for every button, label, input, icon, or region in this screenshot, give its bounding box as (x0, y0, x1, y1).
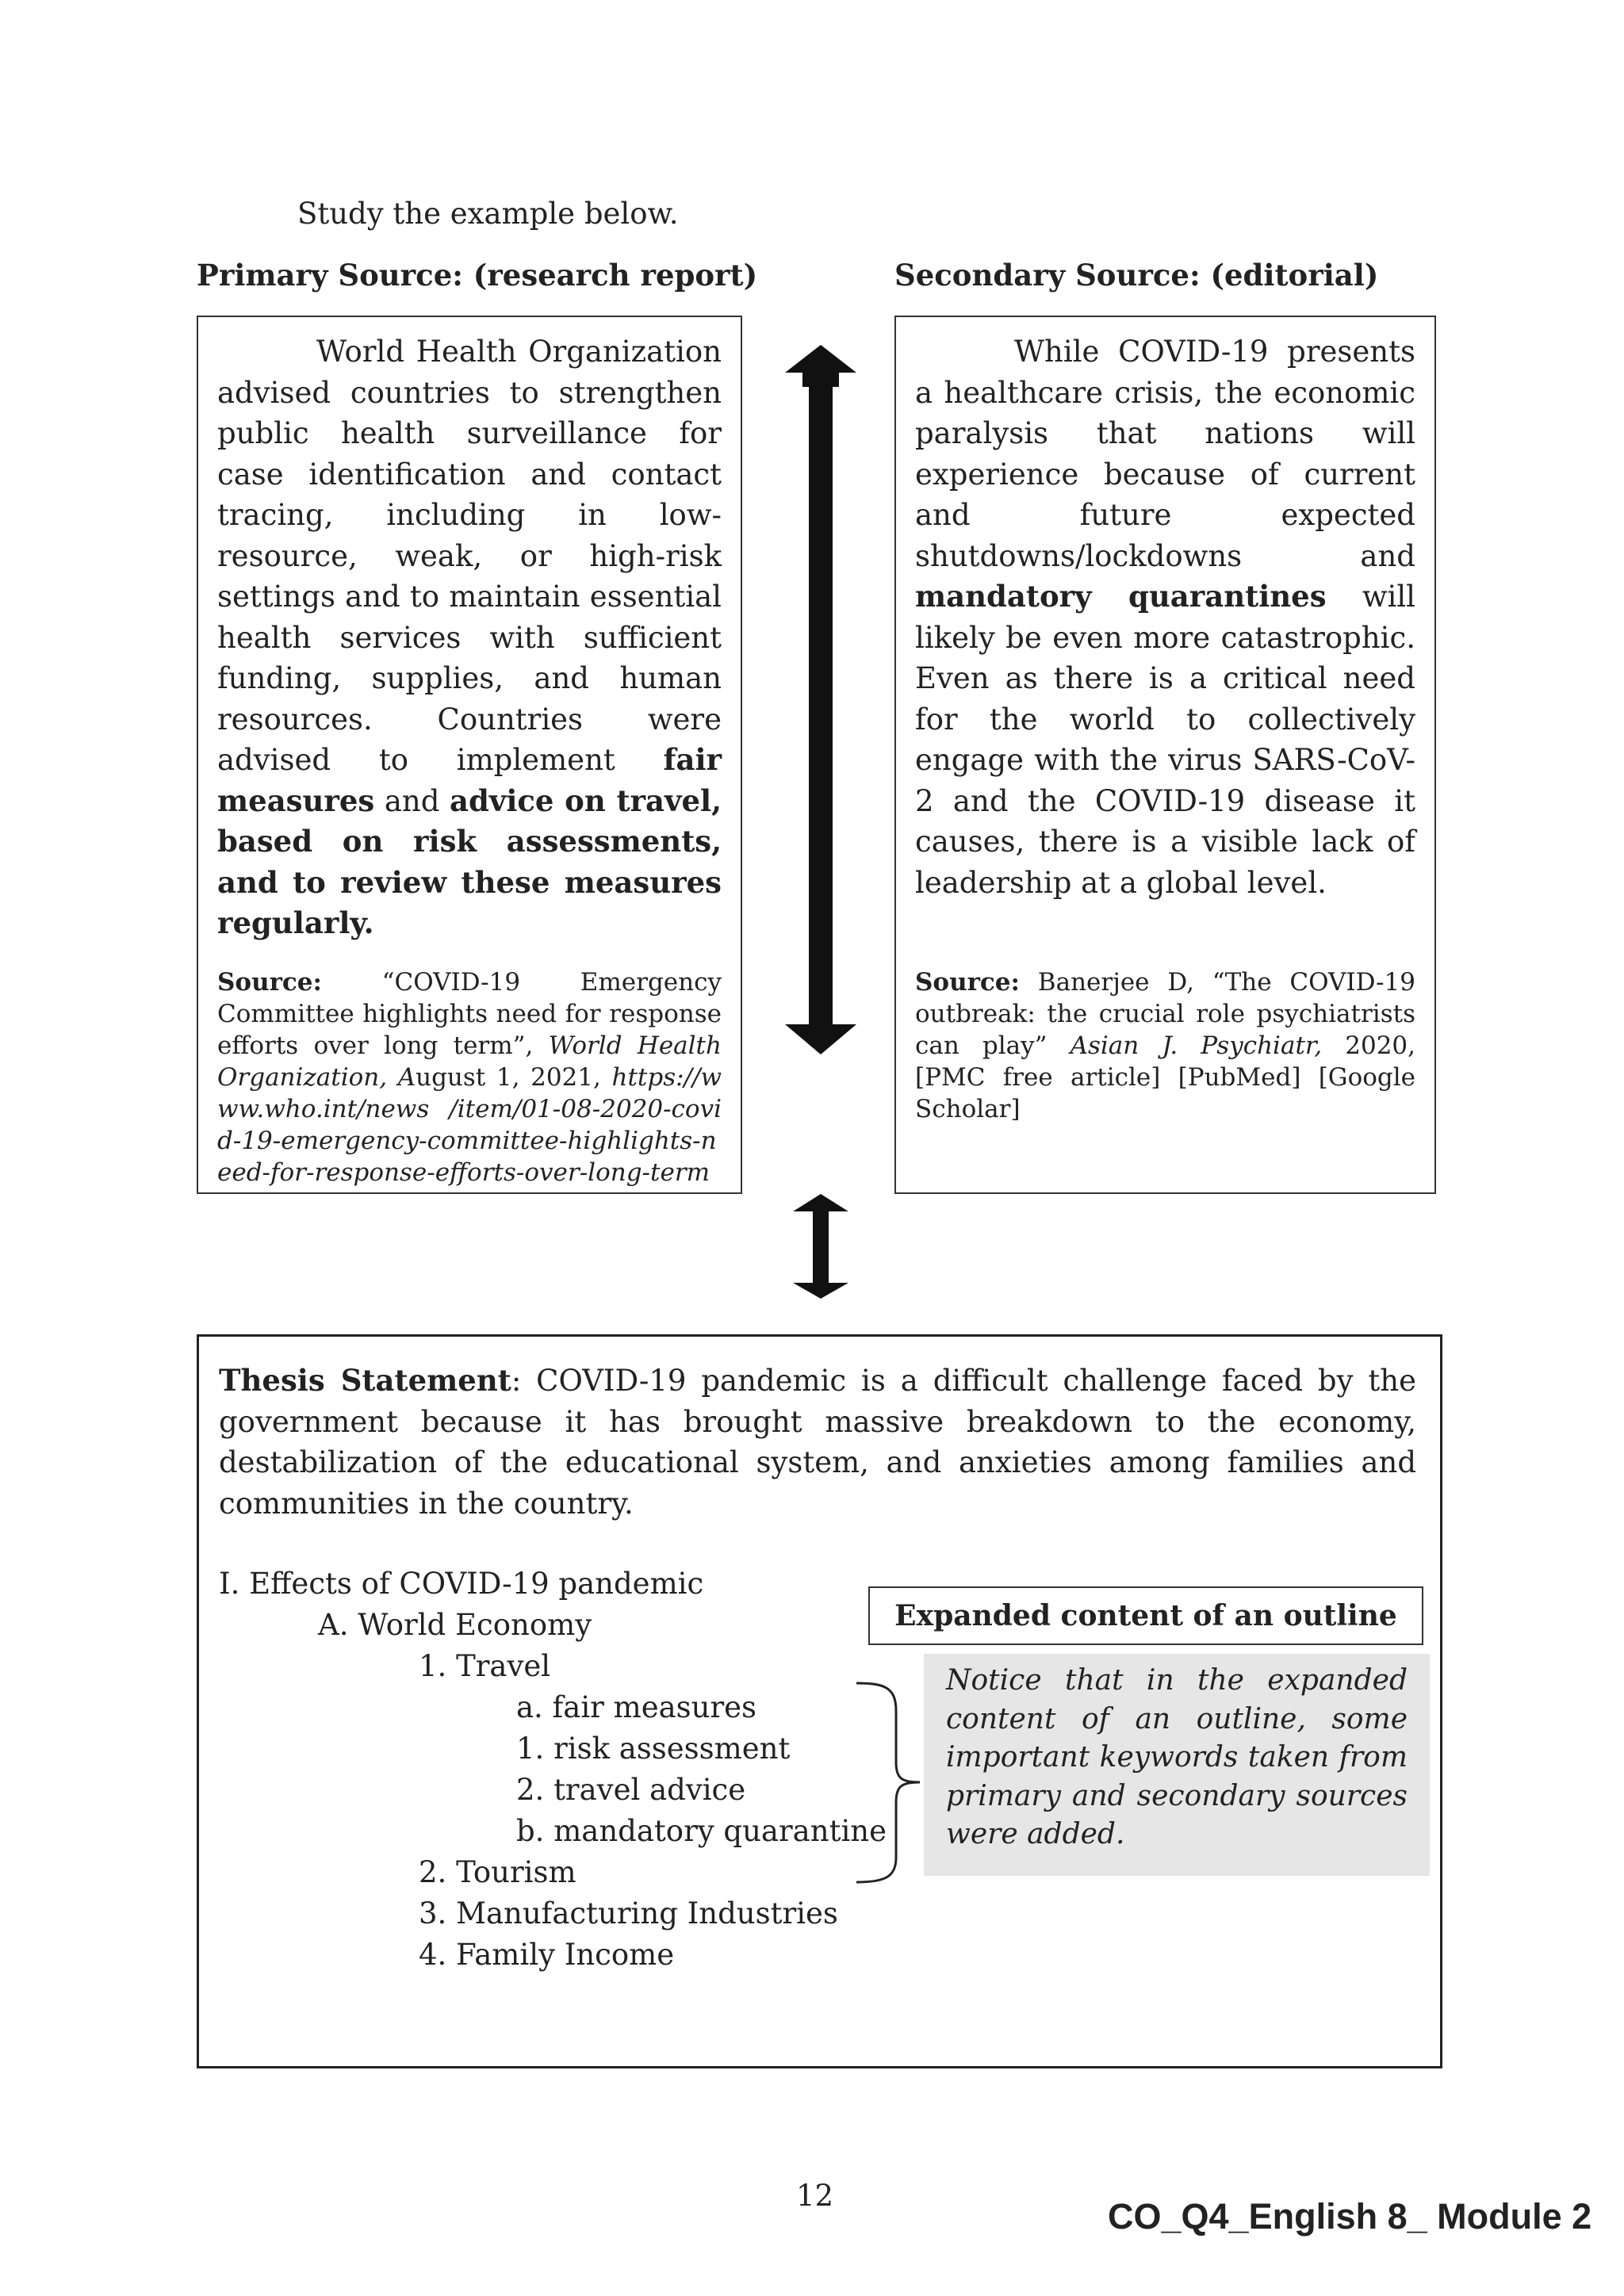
intro-text: Study the example below. (297, 197, 679, 231)
outline-item: 2. travel advice (516, 1773, 746, 1807)
expanded-content-title: Expanded content of an outline (868, 1586, 1423, 1645)
footer-module-code: CO_Q4_English 8_ Module 2 (1108, 2196, 1592, 2237)
primary-source-box (197, 316, 742, 1194)
page-number: 12 (796, 2179, 834, 2213)
primary-source-text: World Health Organization advised countries to strengthen public health surveillance for case identification and contact tracing, including in low-resource, weak, or high-risk settings and to maintain essential health services with sufficient funding, supplies, and human resources. Countries were advised to implement fair measures and advice on travel, based on risk assessments, and to review these measures regularly. (217, 335, 722, 940)
curly-brace-icon (852, 1679, 924, 1887)
outline-item: 4. Family Income (419, 1938, 675, 1972)
outline-item: A. World Economy (318, 1608, 592, 1642)
secondary-source-citation: Source: Banerjee D, “The COVID-19 outbreak: the crucial role psychiatrists can play” Asian J. Psychiatr, 2020, [PMC free article] [PubMed] [Google Scholar] (915, 968, 1415, 1123)
secondary-source-text: While COVID-19 presents a healthcare crisis, the economic paralysis that nations will experience because of current and future expected shutdowns/lockdowns and mandatory quarantines will likely be even more catastrophic. Even as there is a critical need for the world to collectively engage with the virus SARS-CoV-2 and the COVID-19 disease it causes, there is a visible lack of leadership at a global level. (915, 335, 1416, 900)
secondary-source-box (894, 316, 1436, 1194)
outline-item: I. Effects of COVID-19 pandemic (219, 1567, 704, 1601)
outline-item: 3. Manufacturing Industries (419, 1896, 838, 1931)
outline-item: b. mandatory quarantine (516, 1814, 887, 1848)
expanded-content-note: Notice that in the expanded content of an outline, some important keywords taken from primary and secondary sources were added. (924, 1654, 1430, 1876)
short-double-arrow-icon (789, 1191, 852, 1302)
outline-item: 2. Tourism (419, 1855, 576, 1889)
double-arrow-icon (777, 341, 864, 1062)
primary-source-citation: Source: “COVID-19 Emergency Committee highlights need for response efforts over long term”, World Health Organization, August 1, 2021, https://www.who.int/news /item/01-08-2020-covid-19-emergency-committee-highlights-need-for-response-efforts-over-long-term (217, 967, 722, 1187)
thesis-statement: Thesis Statement: COVID-19 pandemic is a difficult challenge faced by the government because it has brought massive breakdown to the economy, destabilization of the educational system, and anxieties among families and communities in the country. (219, 1363, 1416, 1521)
primary-source-label: Primary Source: (research report) (197, 258, 758, 293)
secondary-source-label: Secondary Source: (editorial) (894, 258, 1379, 293)
outline-item: 1. risk assessment (516, 1732, 791, 1766)
outline-item: a. fair measures (516, 1690, 757, 1724)
outline-item: 1. Travel (419, 1649, 551, 1683)
